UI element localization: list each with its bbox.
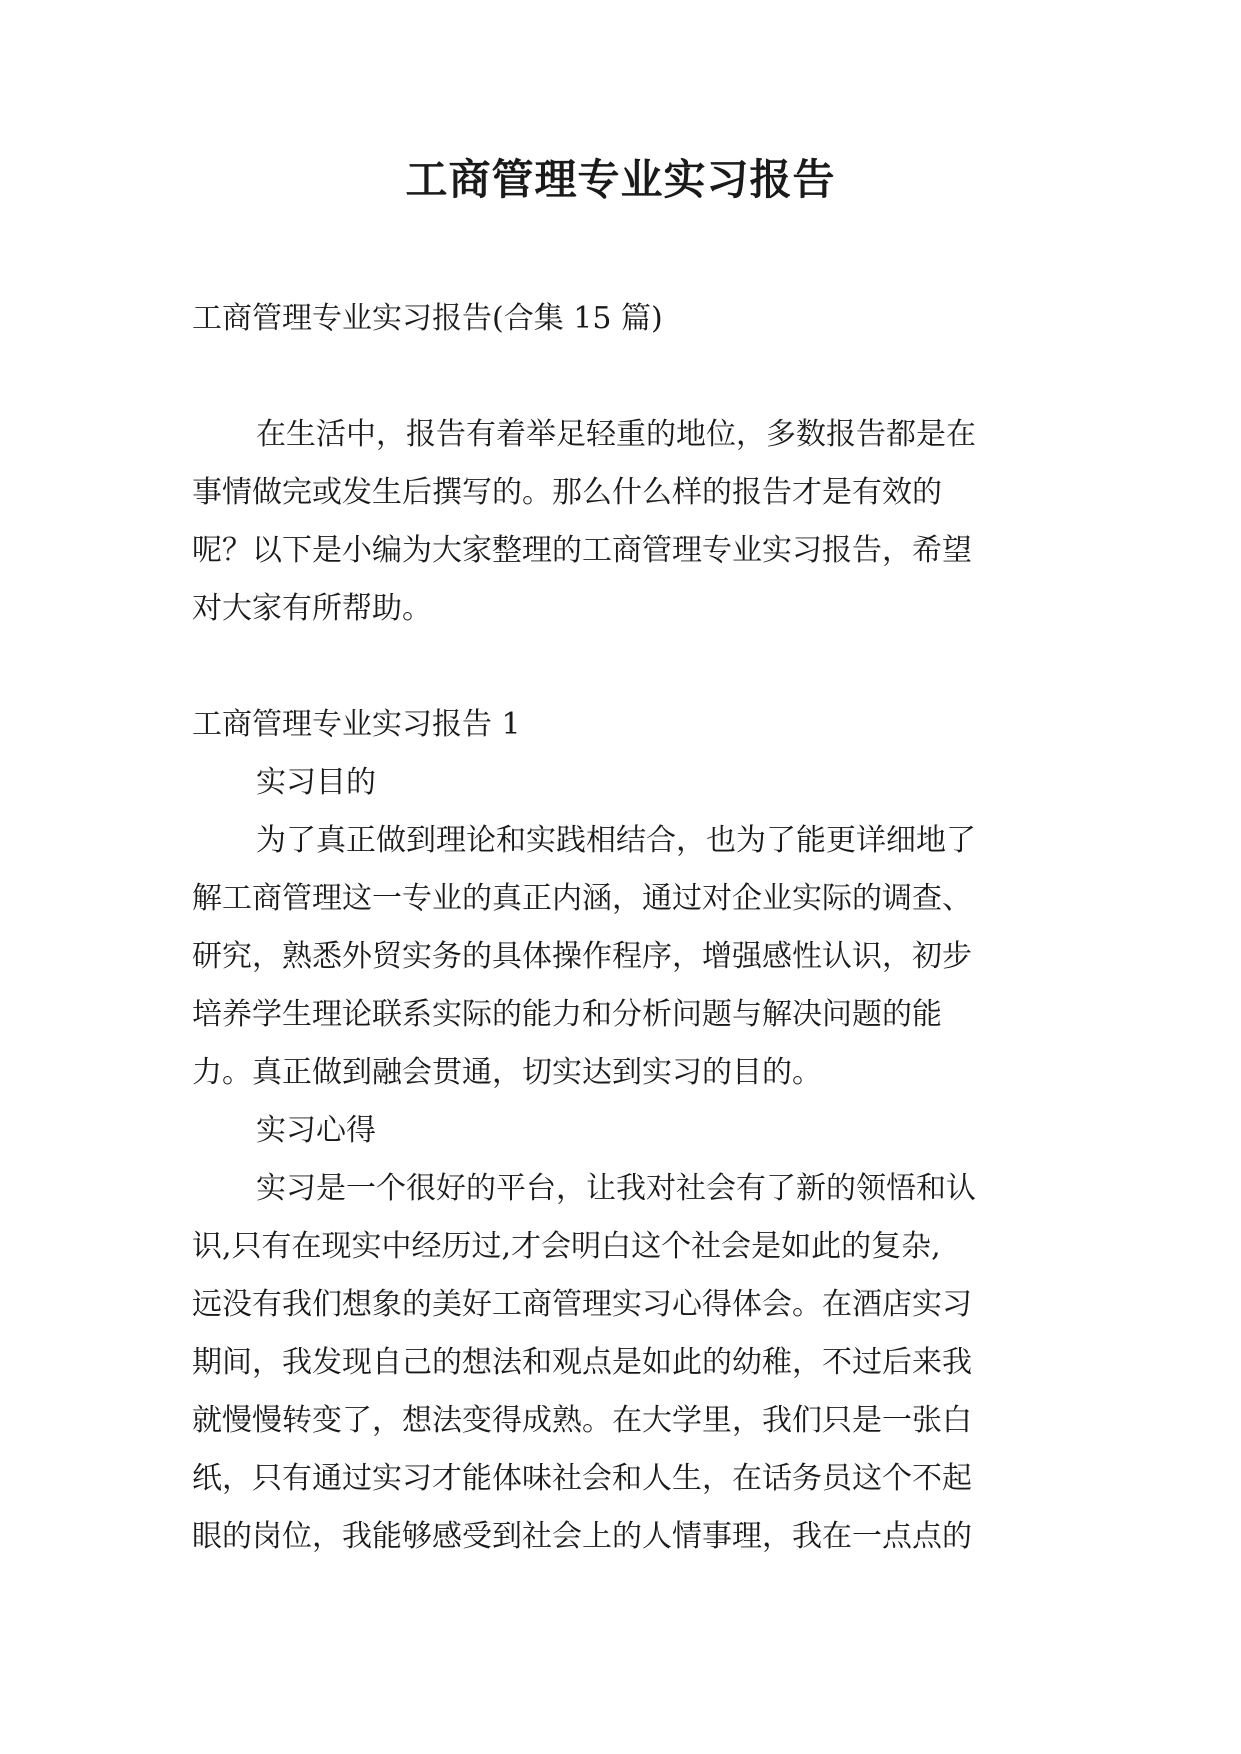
- experience-line: 眼的岗位，我能够感受到社会上的人情事理，我在一点点的: [192, 1519, 972, 1554]
- purpose-line: 培养学生理论联系实际的能力和分析问题与解决问题的能: [192, 997, 942, 1032]
- intro-line: 事情做完或发生后撰写的。那么什么样的报告才是有效的: [192, 475, 942, 510]
- purpose-line: 研究，熟悉外贸实务的具体操作程序，增强感性认识，初步: [192, 939, 972, 974]
- experience-line: 识,只有在现实中经历过,才会明白这个社会是如此的复杂,: [192, 1229, 941, 1264]
- experience-line: 实习是一个很好的平台，让我对社会有了新的领悟和认: [256, 1171, 976, 1206]
- intro-line: 呢？以下是小编为大家整理的工商管理专业实习报告，希望: [192, 533, 972, 568]
- document-title: 工商管理专业实习报告: [405, 155, 836, 204]
- heading-experience: 实习心得: [256, 1113, 376, 1148]
- intro-line: 对大家有所帮助。: [192, 591, 432, 626]
- experience-line: 纸，只有通过实习才能体味社会和人生，在话务员这个不起: [192, 1461, 972, 1496]
- spacer: [192, 348, 1052, 406]
- purpose-line: 解工商管理这一专业的真正内涵，通过对企业实际的调查、: [192, 881, 972, 916]
- experience-line: 远没有我们想象的美好工商管理实习心得体会。在酒店实习: [192, 1287, 972, 1322]
- document-body: [192, 290, 1052, 1566]
- purpose-line: 力。真正做到融会贯通，切实达到实习的目的。: [192, 1055, 822, 1090]
- intro-line: 在生活中，报告有着举足轻重的地位，多数报告都是在: [256, 417, 976, 452]
- experience-line: 期间，我发现自己的想法和观点是如此的幼稚，不过后来我: [192, 1345, 972, 1380]
- experience-line: 就慢慢转变了，想法变得成熟。在大学里，我们只是一张白: [192, 1403, 972, 1438]
- purpose-line: 为了真正做到理论和实践相结合，也为了能更详细地了: [256, 823, 976, 858]
- heading-purpose: 实习目的: [256, 765, 376, 800]
- spacer: [192, 638, 1052, 696]
- document-subtitle: 工商管理专业实习报告(合集 15 篇): [192, 301, 663, 336]
- section-title: 工商管理专业实习报告 1: [192, 707, 521, 742]
